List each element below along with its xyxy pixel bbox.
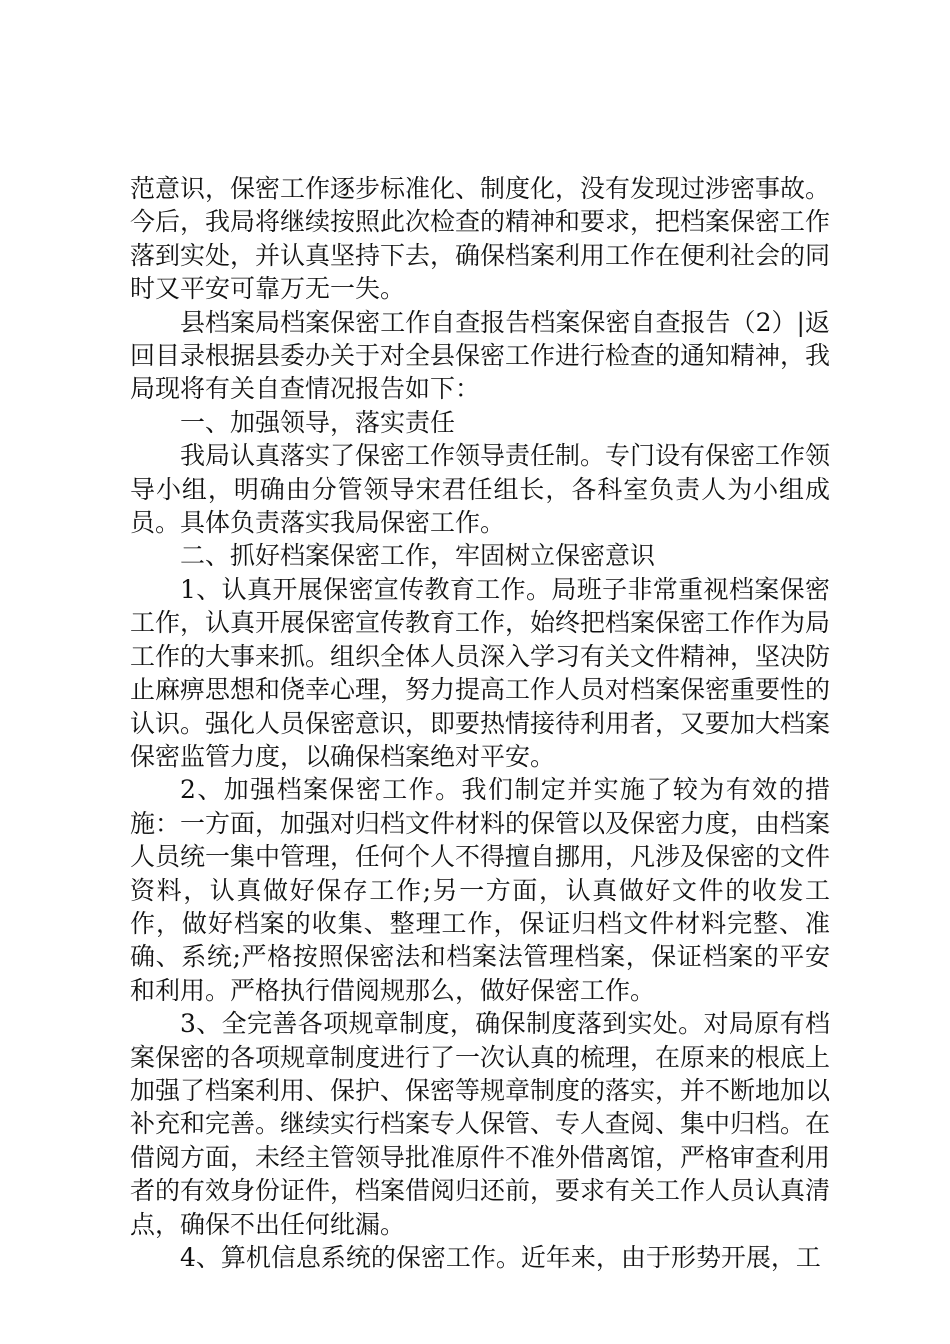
paragraph-leadership: 我局认真落实了保密工作领导责任制。专门设有保密工作领导小组，明确由分管领导宋君任组长，各科室负责人为小组成员。具体负责落实我局保密工作。 bbox=[130, 441, 831, 538]
paragraph-item-4: 4、算机信息系统的保密工作。近年来，由于形势开展，工 bbox=[180, 1243, 821, 1272]
paragraph-continuation: 范意识，保密工作逐步标准化、制度化，没有发现过涉密事故。今后，我局将继续按照此次检查的精神和要求，把档案保密工作落到实处，并认真坚持下去，确保档案利用工作在便利社会的同时又平安可靠万无一失。 bbox=[130, 174, 831, 304]
paragraph-item-2: 2、加强档案保密工作。我们制定并实施了较为有效的措施：一方面，加强对归档文件材料的保管以及保密力度，由档案人员统一集中管理，任何个人不得擅自挪用，凡涉及保密的文件资料，认真做好保存工作;另一方面，认真做好文件的收发工作，做好档案的收集、整理工作，保证归档文件材料完整、准确、系统;严格按照保密法和档案法管理档案，保证档案的平安和利用。严格执行借阅规那么，做好保密工作。 bbox=[130, 775, 831, 1005]
section-heading-1: 一、加强领导，落实责任 bbox=[180, 407, 456, 437]
document-body bbox=[130, 172, 830, 1274]
paragraph-item-3: 3、全完善各项规章制度，确保制度落到实处。对局原有档案保密的各项规章制度进行了一次认真的梳理，在原来的根底上加强了档案利用、保护、保密等规章制度的落实，并不断地加以补充和完善。继续实行档案专人保管、专人查阅、集中归档。在借阅方面，未经主管领导批准原件不准外借离馆，严格审查利用者的有效身份证件，档案借阅归还前，要求有关工作人员认真清点，确保不出任何纰漏。 bbox=[130, 1009, 831, 1239]
section-heading-2: 二、抓好档案保密工作，牢固树立保密意识 bbox=[180, 541, 656, 571]
paragraph-item-1: 1、认真开展保密宣传教育工作。局班子非常重视档案保密工作，认真开展保密宣传教育工作，始终把档案保密工作作为局工作的大事来抓。组织全体人员深入学习有关文件精神，坚决防止麻痹思想和侥幸心理，努力提高工作人员对档案保密重要性的认识。强化人员保密意识，即要热情接待利用者，又要加大档案保密监管力度，以确保档案绝对平安。 bbox=[130, 574, 831, 771]
paragraph-report-title: 县档案局档案保密工作自查报告档案保密自查报告（2）|返回目录根据县委办关于对全县保密工作进行检查的通知精神，我局现将有关自查情况报告如下： bbox=[130, 307, 831, 404]
